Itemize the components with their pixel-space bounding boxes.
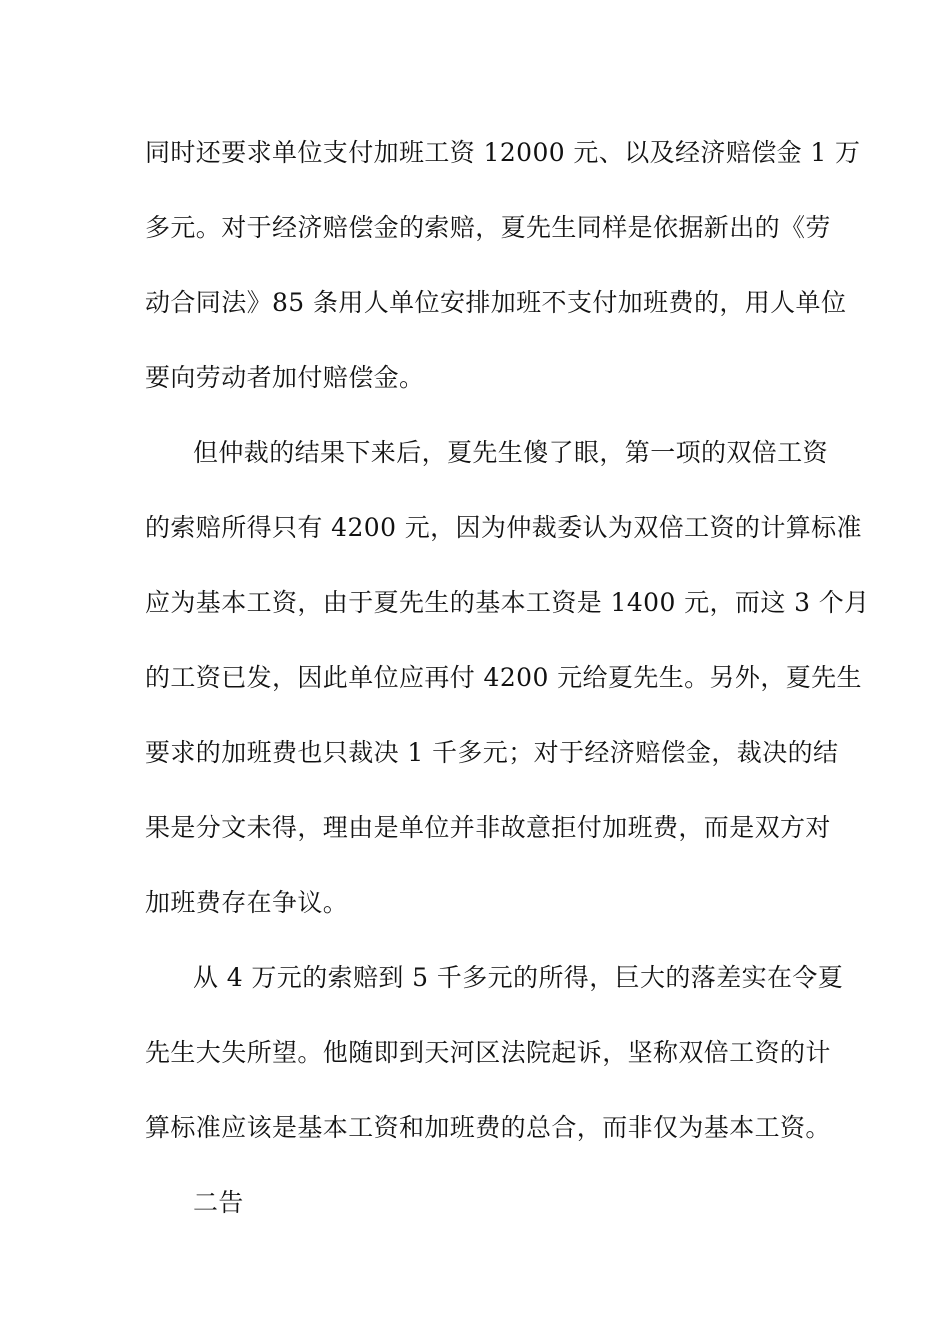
- text-line: 加班费存在争议。: [145, 888, 349, 917]
- paragraph-first-line: 但仲裁的结果下来后，夏先生傻了眼，第一项的双倍工资: [193, 438, 829, 467]
- section-heading: 二告: [193, 1188, 244, 1217]
- text-line: 果是分文未得，理由是单位并非故意拒付加班费，而是双方对: [145, 813, 831, 842]
- text-line: 同时还要求单位支付加班工资 12000 元、以及经济赔偿金 1 万: [145, 138, 861, 167]
- text-line: 先生大失所望。他随即到天河区法院起诉，坚称双倍工资的计: [145, 1038, 831, 1067]
- text-line: 动合同法》85 条用人单位安排加班不支付加班费的，用人单位: [145, 288, 847, 317]
- text-line: 多元。对于经济赔偿金的索赔，夏先生同样是依据新出的《劳: [145, 213, 831, 242]
- text-line: 的索赔所得只有 4200 元，因为仲裁委认为双倍工资的计算标准: [145, 513, 862, 542]
- text-line: 应为基本工资，由于夏先生的基本工资是 1400 元，而这 3 个月: [145, 588, 870, 617]
- text-line: 的工资已发，因此单位应再付 4200 元给夏先生。另外，夏先生: [145, 663, 862, 692]
- paragraph-first-line: 从 4 万元的索赔到 5 千多元的所得，巨大的落差实在令夏: [193, 963, 844, 992]
- text-line: 要向劳动者加付赔偿金。: [145, 363, 425, 392]
- text-line: 算标准应该是基本工资和加班费的总合，而非仅为基本工资。: [145, 1113, 831, 1142]
- text-line: 要求的加班费也只裁决 1 千多元；对于经济赔偿金，裁决的结: [145, 738, 839, 767]
